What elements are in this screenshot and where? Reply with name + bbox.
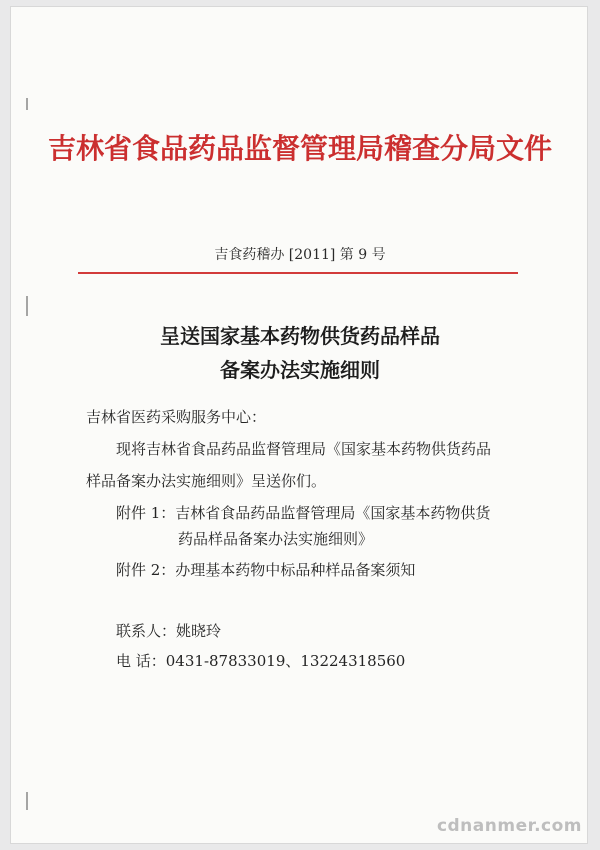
contact-name: 联系人：姚晓玲 — [116, 622, 222, 640]
attachment-2: 附件 2：办理基本药物中标品种样品备案须知 — [116, 561, 416, 579]
scan-margin-mark — [26, 792, 28, 810]
subject-line-1: 呈送国家基本药物供货药品样品 — [160, 324, 440, 348]
scan-margin-mark — [26, 98, 28, 110]
header-title: 吉林省食品药品监督管理局稽查分局文件 — [47, 132, 552, 165]
red-divider-line — [78, 272, 518, 274]
subject-line-2: 备案办法实施细则 — [220, 358, 380, 382]
body-paragraph-line-1: 现将吉林省食品药品监督管理局《国家基本药物供货药品 — [116, 440, 492, 458]
scan-margin-mark — [26, 296, 28, 316]
watermark: cdnanmer.com — [436, 816, 582, 836]
attachment-1-line-1: 附件 1：吉林省食品药品监督管理局《国家基本药物供货 — [116, 504, 491, 522]
body-paragraph-line-2: 样品备案办法实施细则》呈送你们。 — [86, 472, 327, 490]
document-number: 吉食药稽办 [2011] 第 9 号 — [214, 247, 386, 263]
attachment-1-line-2: 药品样品备案办法实施细则》 — [178, 530, 374, 548]
addressee: 吉林省医药采购服务中心： — [86, 408, 267, 426]
contact-phone: 电 话：0431-87833019、13224318560 — [116, 652, 406, 670]
